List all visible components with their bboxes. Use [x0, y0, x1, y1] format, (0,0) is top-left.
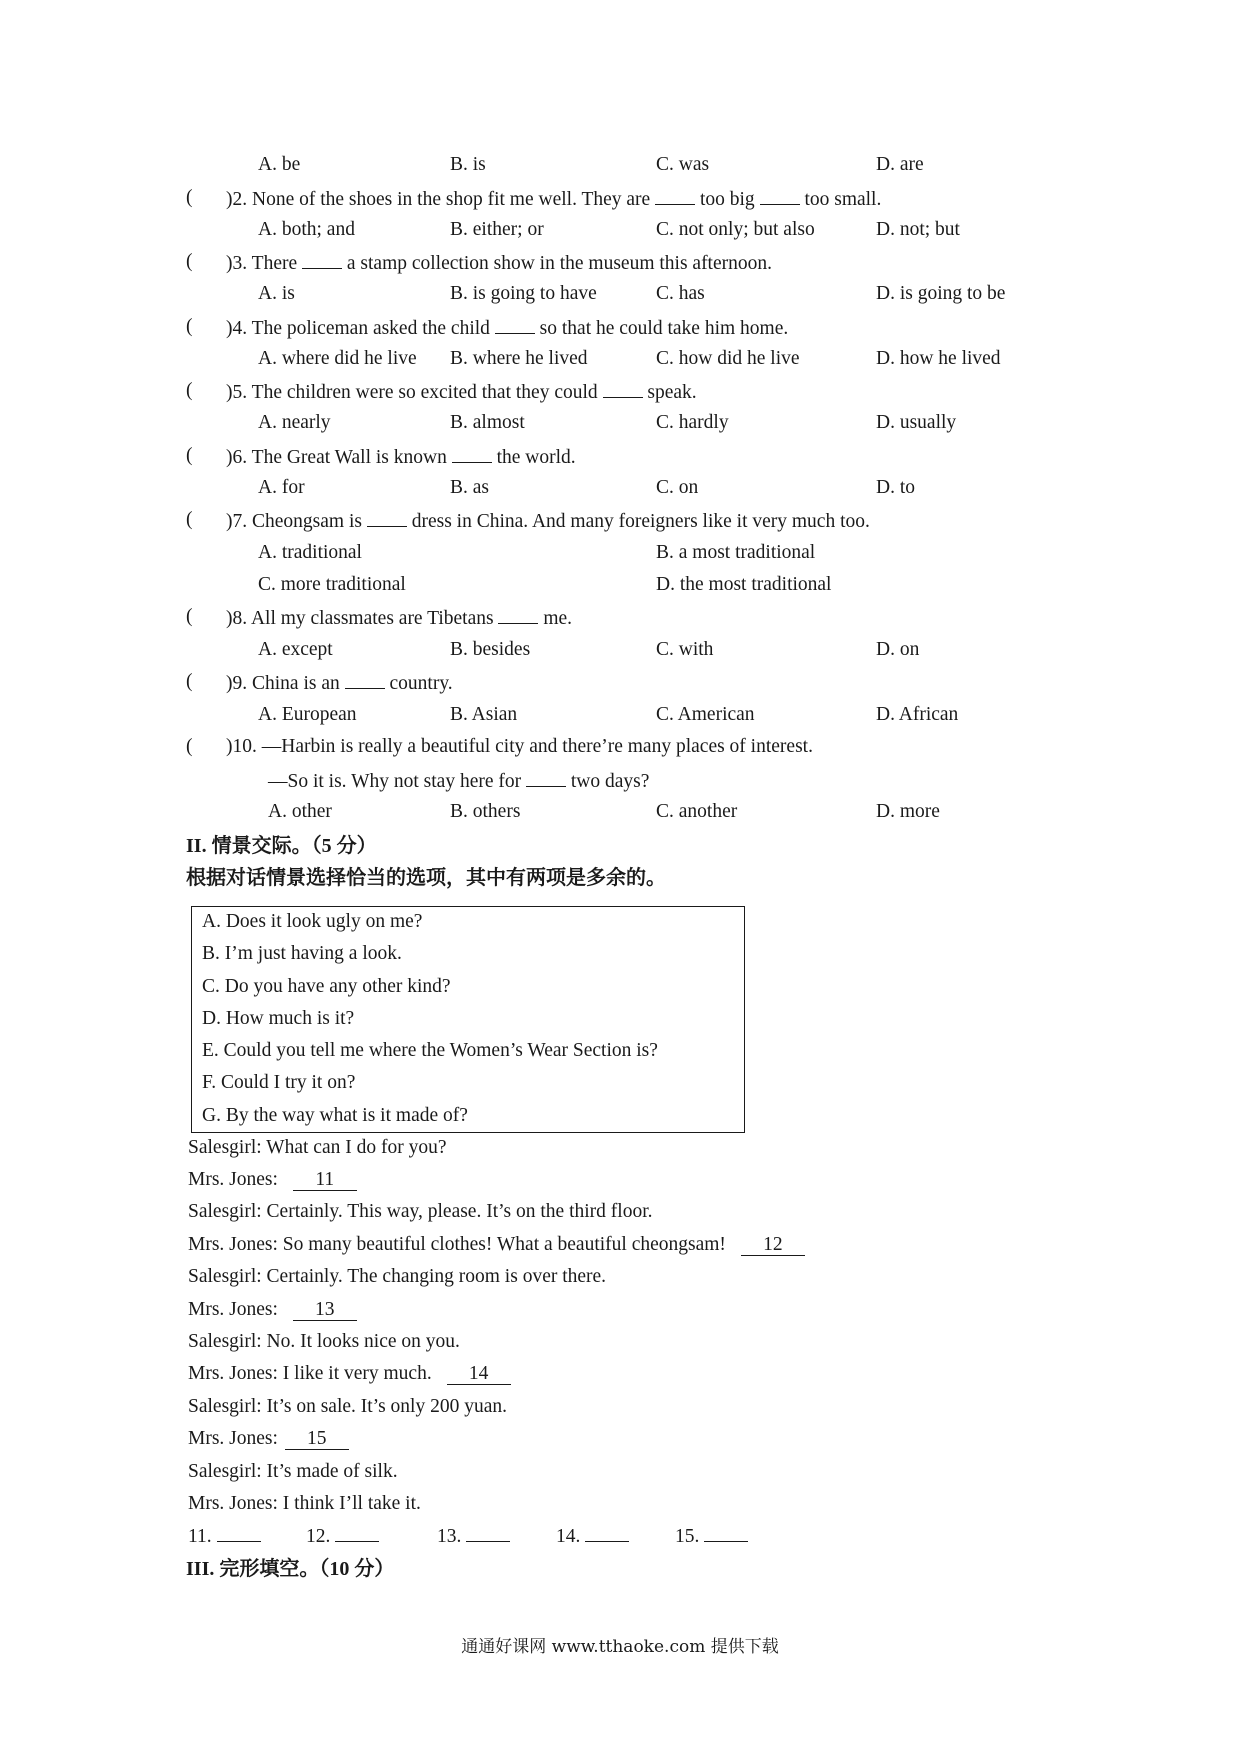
answer-paren: ( — [186, 736, 193, 757]
option-a: A. where did he live — [258, 348, 417, 369]
box-option-f: F. Could I try it on? — [202, 1072, 356, 1093]
blank — [498, 605, 538, 624]
option-b: B. Asian — [450, 704, 518, 725]
question-stem — [226, 605, 572, 631]
box-option-a: A. Does it look ugly on me? — [202, 911, 423, 932]
stem-text: the world. — [496, 447, 576, 468]
option-a: A. traditional — [258, 542, 362, 563]
option-c: C. has — [656, 283, 705, 304]
dialogue-text: Mrs. Jones: I like it very much. — [188, 1363, 432, 1384]
box-option-d: D. How much is it? — [202, 1008, 355, 1029]
question-stem — [226, 250, 772, 276]
option-a: A. except — [258, 639, 333, 660]
option-c: C. hardly — [656, 412, 729, 433]
stem-text: me. — [543, 608, 573, 629]
option-c: C. was — [656, 154, 710, 175]
question-stem — [226, 186, 881, 212]
dialogue-blank: 13 — [293, 1300, 357, 1321]
dialogue-text: Salesgirl: It’s made of silk. — [188, 1461, 398, 1482]
stem-text: two days? — [570, 771, 650, 792]
dialogue-blank: 12 — [741, 1235, 805, 1256]
option-b: B. others — [450, 801, 521, 822]
option-d: D. on — [876, 639, 920, 660]
option-c: C. American — [656, 704, 755, 725]
stem-text: —Harbin is really a beautiful city and there’re many places of interest. — [261, 736, 813, 757]
answer-slot-15 — [675, 1525, 748, 1549]
page-footer: 通通好课网 www.tthaoke.com 提供下载 — [461, 1637, 779, 1657]
dialogue-line — [188, 1362, 511, 1386]
dialogue-text: Salesgirl: It’s on sale. It’s only 200 yuan. — [188, 1396, 508, 1417]
question-number: )9. — [226, 673, 248, 694]
dialogue-blank: 15 — [285, 1429, 349, 1450]
dialogue-text: Mrs. Jones: — [188, 1428, 278, 1449]
stem-text: too big — [699, 189, 755, 210]
question-stem — [226, 315, 788, 341]
option-a: A. is — [258, 283, 295, 304]
option-b: B. is — [450, 154, 486, 175]
option-d: D. not; but — [876, 219, 960, 240]
stem-text: The children were so excited that they could — [251, 382, 598, 403]
stem-text: dress in China. And many foreigners like it very much too. — [411, 511, 870, 532]
blank — [585, 1525, 629, 1542]
stem-text: The policeman asked the child — [251, 318, 490, 339]
blank — [345, 670, 385, 689]
question-number: )5. — [226, 382, 248, 403]
dialogue-text: Mrs. Jones: I think I’ll take it. — [188, 1493, 421, 1514]
option-d: D. usually — [876, 412, 957, 433]
dialogue-line — [188, 1265, 606, 1289]
box-option-g: G. By the way what is it made of? — [202, 1105, 468, 1126]
option-d: D. African — [876, 704, 959, 725]
blank — [704, 1525, 748, 1542]
dialogue-text: Salesgirl: Certainly. The changing room is over there. — [188, 1266, 607, 1287]
dialogue-blank: 11 — [293, 1170, 357, 1191]
answer-label: 11. — [188, 1526, 212, 1547]
option-a: A. for — [258, 477, 305, 498]
dialogue-text: Mrs. Jones: So many beautiful clothes! What a beautiful cheongsam! — [188, 1234, 726, 1255]
answer-paren: ( — [186, 380, 193, 401]
dialogue-line — [188, 1395, 507, 1419]
blank — [466, 1525, 510, 1542]
stem-text: None of the shoes in the shop fit me well. They are — [252, 189, 651, 210]
option-d: D. how he lived — [876, 348, 1001, 369]
box-option-b: B. I’m just having a look. — [202, 943, 402, 964]
option-c: C. not only; but also — [656, 219, 815, 240]
blank — [302, 250, 342, 269]
answer-paren: ( — [186, 316, 193, 337]
section-2-title: II. 情景交际。（5 分） — [186, 835, 377, 857]
stem-text: a stamp collection show in the museum this afternoon. — [346, 253, 772, 274]
answer-paren: ( — [186, 251, 193, 272]
question-stem — [226, 670, 453, 696]
dialogue-text: Salesgirl: No. It looks nice on you. — [188, 1331, 460, 1352]
stem-text: China is an — [252, 673, 340, 694]
dialogue-line — [188, 1233, 805, 1257]
option-d: D. the most traditional — [656, 574, 832, 595]
option-a: A. be — [258, 154, 301, 175]
answer-slot-14 — [556, 1525, 629, 1549]
option-d: D. are — [876, 154, 924, 175]
option-d: D. more — [876, 801, 940, 822]
dialogue-line — [188, 1492, 421, 1516]
blank — [495, 315, 535, 334]
question-stem — [226, 735, 813, 759]
answer-label: 13. — [437, 1526, 462, 1547]
answer-slot-12 — [306, 1525, 379, 1549]
dialogue-text: Mrs. Jones: — [188, 1299, 278, 1320]
option-a: A. nearly — [258, 412, 331, 433]
dialogue-line — [188, 1460, 398, 1484]
stem-text: country. — [389, 673, 453, 694]
dialogue-line — [188, 1200, 653, 1224]
box-option-e: E. Could you tell me where the Women’s Wear Section is? — [202, 1040, 658, 1061]
option-a: A. other — [268, 801, 332, 822]
option-a: A. both; and — [258, 219, 355, 240]
option-d: D. to — [876, 477, 915, 498]
stem-text: Cheongsam is — [252, 511, 362, 532]
option-a: A. European — [258, 704, 357, 725]
answer-label: 15. — [675, 1526, 700, 1547]
blank — [603, 379, 643, 398]
options-box — [191, 906, 745, 1133]
question-stem — [226, 379, 697, 405]
option-b: B. besides — [450, 639, 531, 660]
answer-label: 12. — [306, 1526, 331, 1547]
question-number: )2. — [226, 189, 248, 210]
question-number: )8. — [226, 608, 248, 629]
question-number: )3. — [226, 253, 248, 274]
stem-text: There — [251, 253, 298, 274]
question-10-line2 — [268, 768, 649, 794]
stem-text: The Great Wall is known — [251, 447, 447, 468]
dialogue-text: Salesgirl: What can I do for you? — [188, 1137, 447, 1158]
question-number: )10. — [226, 736, 257, 757]
blank — [760, 186, 800, 205]
dialogue-line — [188, 1427, 349, 1451]
answer-label: 14. — [556, 1526, 581, 1547]
stem-text: All my classmates are Tibetans — [250, 608, 494, 629]
question-stem — [226, 444, 576, 470]
option-b: B. either; or — [450, 219, 544, 240]
answer-paren: ( — [186, 606, 193, 627]
answer-paren: ( — [186, 187, 193, 208]
blank — [335, 1525, 379, 1542]
blank — [367, 508, 407, 527]
section-2-instruction: 根据对话情景选择恰当的选项，其中有两项是多余的。 — [186, 867, 666, 889]
blank — [217, 1525, 261, 1542]
option-c: C. more traditional — [258, 574, 406, 595]
answer-paren: ( — [186, 671, 193, 692]
question-number: )6. — [226, 447, 248, 468]
box-option-c: C. Do you have any other kind? — [202, 976, 451, 997]
option-c: C. on — [656, 477, 699, 498]
option-d: D. is going to be — [876, 283, 1006, 304]
option-b: B. almost — [450, 412, 525, 433]
answer-slot-13 — [437, 1525, 510, 1549]
question-number: )4. — [226, 318, 248, 339]
blank — [452, 444, 492, 463]
question-stem — [226, 508, 870, 534]
option-b: B. as — [450, 477, 489, 498]
stem-text: too small. — [804, 189, 882, 210]
option-b: B. a most traditional — [656, 542, 816, 563]
blank — [526, 768, 566, 787]
dialogue-line — [188, 1168, 357, 1192]
question-number: )7. — [226, 511, 248, 532]
stem-text: speak. — [647, 382, 697, 403]
option-c: C. with — [656, 639, 714, 660]
option-c: C. how did he live — [656, 348, 800, 369]
dialogue-line — [188, 1330, 460, 1354]
dialogue-blank: 14 — [447, 1364, 511, 1385]
dialogue-text: Salesgirl: Certainly. This way, please. It’s on the third floor. — [188, 1201, 653, 1222]
option-c: C. another — [656, 801, 738, 822]
dialogue-line — [188, 1136, 446, 1160]
option-b: B. is going to have — [450, 283, 597, 304]
answer-paren: ( — [186, 445, 193, 466]
option-b: B. where he lived — [450, 348, 588, 369]
answer-slot-11 — [188, 1525, 261, 1549]
section-3-title: III. 完形填空。（10 分） — [186, 1558, 395, 1580]
blank — [655, 186, 695, 205]
dialogue-text: Mrs. Jones: — [188, 1169, 278, 1190]
answer-paren: ( — [186, 509, 193, 530]
dialogue-line — [188, 1298, 357, 1322]
stem-text: so that he could take him home. — [539, 318, 789, 339]
stem-text: —So it is. Why not stay here for — [268, 771, 522, 792]
